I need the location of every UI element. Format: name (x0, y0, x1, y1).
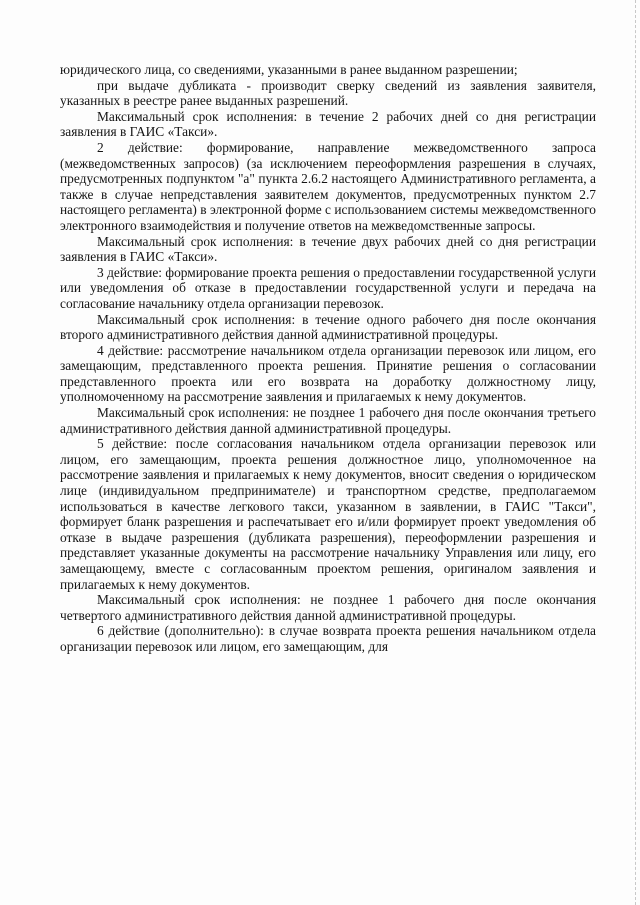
paragraph-4: 2 действие: формирование, направление межведомственного запроса (межведомственных запросов) (за исключением переоформления разрешения в случаях, предусмотренных подпунктом "а" пункта 2.6.2 настоящего Административного регламента, а также в случае непредставления заявителем документов, предусмотренных пунктом 2.7 настоящего регламента) в электронной форме с использованием системы межведомственного электронного взаимодействия и получение ответов на межведомственные запросы. (60, 139, 596, 233)
paragraph-1: юридического лица, со сведениями, указанными в ранее выданном разрешении; (60, 62, 518, 77)
paragraph-10: 5 действие: после согласования начальником отдела организации перевозок или лицом, его замещающим, проекта решения должностное лицо, уполномоченное на рассмотрение заявления и прилагаемых к нему документов, вносит сведения о юридическом лице (индивидуальном предпринимателе) и транспортном средстве, предполагаемом использоваться в качестве легкового такси, указанном в заявлении, в ГАИС "Такси", формирует бланк разрешения и распечатывает его и/или формирует проект уведомления об отказе в выдаче разрешения (дубликата разрешения), переоформлении разрешения и представляет указанные документы на рассмотрение начальнику Управления или лицу, его замещающему, вместе с согласованным проектом решения, оригиналом заявления и прилагаемых к нему документов. (60, 436, 596, 592)
paragraph-6: 3 действие: формирование проекта решения о предоставлении государственной услуги или уведомления об отказе в предоставлении государственной услуги и передача на согласование начальнику отдела организации перевозок. (60, 264, 596, 311)
paragraph-2: при выдаче дубликата - производит сверку сведений из заявления заявителя, указанных в реестре ранее выданных разрешений. (60, 77, 596, 109)
page-edge-scan-artifact (634, 0, 636, 905)
paragraph-3: Максимальный срок исполнения: в течение 2 рабочих дней со дня регистрации заявления в ГАИС «Такси». (60, 108, 596, 140)
paragraph-5: Максимальный срок исполнения: в течение двух рабочих дней со дня регистрации заявления в ГАИС «Такси». (60, 233, 596, 265)
paragraph-8: 4 действие: рассмотрение начальником отдела организации перевозок или лицом, его замещающим, представленного проекта решения. Принятие решения о согласовании представленного проекта или его возврата на доработку должностному лицу, уполномоченному на рассмотрение заявления и прилагаемых к нему документов. (60, 342, 596, 405)
paragraph-9: Максимальный срок исполнения: не позднее 1 рабочего дня после окончания третьего административного действия данной административной процедуры. (60, 405, 596, 436)
paragraph-7: Максимальный срок исполнения: в течение одного рабочего дня после окончания второго административного действия данной административной процедуры. (60, 311, 596, 343)
document-body (60, 62, 596, 655)
paragraph-12: 6 действие (дополнительно): в случае возврата проекта решения начальником отдела организации перевозок или лицом, его замещающим, для (60, 623, 596, 654)
paragraph-11: Максимальный срок исполнения: не позднее 1 рабочего дня после окончания четвертого административного действия данной административной процедуры. (60, 592, 596, 623)
